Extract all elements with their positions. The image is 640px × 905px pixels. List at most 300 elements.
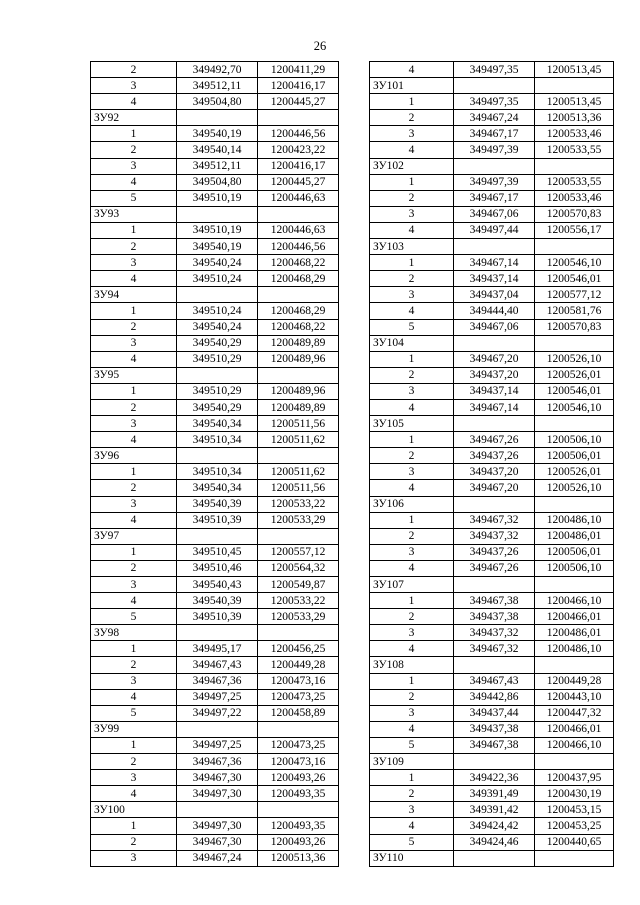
x-coordinate-cell: 349422,36 (454, 770, 535, 786)
x-coordinate-cell (454, 416, 535, 432)
x-coordinate-cell: 349540,19 (177, 239, 258, 255)
point-number-cell: 3 (91, 78, 177, 94)
point-number-cell: 2 (91, 834, 177, 850)
x-coordinate-cell: 349467,14 (454, 255, 535, 271)
x-coordinate-cell: 349492,70 (177, 62, 258, 78)
x-coordinate-cell (454, 335, 535, 351)
x-coordinate-cell: 349510,24 (177, 271, 258, 287)
y-coordinate-cell: 1200440,65 (535, 834, 614, 850)
x-coordinate-cell: 349467,43 (177, 657, 258, 673)
point-number-cell: 5 (370, 737, 454, 753)
zone-header-row (370, 850, 614, 866)
y-coordinate-cell (535, 577, 614, 593)
y-coordinate-cell: 1200466,10 (535, 593, 614, 609)
point-number-cell: 1 (91, 303, 177, 319)
x-coordinate-cell: 349467,17 (454, 190, 535, 206)
table-row (370, 689, 614, 705)
table-row (91, 78, 339, 94)
y-coordinate-cell: 1200466,01 (535, 721, 614, 737)
y-coordinate-cell: 1200506,10 (535, 432, 614, 448)
y-coordinate-cell: 1200513,36 (535, 110, 614, 126)
table-row (370, 528, 614, 544)
zone-header-row (91, 287, 339, 303)
x-coordinate-cell: 349424,42 (454, 818, 535, 834)
y-coordinate-cell: 1200473,16 (258, 673, 339, 689)
x-coordinate-cell: 349437,26 (454, 544, 535, 560)
table-row (91, 770, 339, 786)
x-coordinate-cell: 349467,20 (454, 480, 535, 496)
zone-header-row (370, 416, 614, 432)
point-number-cell: 2 (370, 689, 454, 705)
x-coordinate-cell: 349467,36 (177, 673, 258, 689)
y-coordinate-cell: 1200493,26 (258, 770, 339, 786)
point-number-cell: 1 (91, 383, 177, 399)
table-row (370, 351, 614, 367)
y-coordinate-cell: 1200445,27 (258, 174, 339, 190)
y-coordinate-cell: 1200493,35 (258, 786, 339, 802)
point-number-cell: 3 (91, 416, 177, 432)
table-row (91, 560, 339, 576)
table-row (91, 174, 339, 190)
y-coordinate-cell (535, 158, 614, 174)
y-coordinate-cell (258, 367, 339, 383)
point-number-cell: 2 (91, 142, 177, 158)
y-coordinate-cell (258, 625, 339, 641)
y-coordinate-cell: 1200468,22 (258, 255, 339, 271)
x-coordinate-cell: 349467,06 (454, 319, 535, 335)
point-number-cell: 2 (91, 399, 177, 415)
x-coordinate-cell: 349467,43 (454, 673, 535, 689)
table-row (91, 383, 339, 399)
x-coordinate-cell: 349437,04 (454, 287, 535, 303)
point-number-cell: 4 (91, 351, 177, 367)
y-coordinate-cell: 1200546,10 (535, 255, 614, 271)
y-coordinate-cell: 1200526,10 (535, 480, 614, 496)
table-row (370, 721, 614, 737)
y-coordinate-cell: 1200449,28 (258, 657, 339, 673)
y-coordinate-cell: 1200533,55 (535, 142, 614, 158)
x-coordinate-cell: 349467,26 (454, 560, 535, 576)
x-coordinate-cell (177, 287, 258, 303)
point-number-cell: 3 (370, 705, 454, 721)
y-coordinate-cell: 1200468,29 (258, 271, 339, 287)
zone-header-row (91, 802, 339, 818)
zone-header-row (370, 577, 614, 593)
y-coordinate-cell: 1200458,89 (258, 705, 339, 721)
table-row (91, 577, 339, 593)
y-coordinate-cell: 1200511,62 (258, 464, 339, 480)
y-coordinate-cell (535, 657, 614, 673)
zone-label-cell: ЗУ92 (91, 110, 177, 126)
x-coordinate-cell: 349510,24 (177, 303, 258, 319)
x-coordinate-cell: 349540,43 (177, 577, 258, 593)
zone-header-row (91, 528, 339, 544)
x-coordinate-cell (177, 206, 258, 222)
table-row (91, 512, 339, 528)
table-row (370, 126, 614, 142)
y-coordinate-cell: 1200506,01 (535, 448, 614, 464)
point-number-cell: 2 (370, 786, 454, 802)
zone-header-row (91, 110, 339, 126)
y-coordinate-cell: 1200557,12 (258, 544, 339, 560)
x-coordinate-cell: 349510,34 (177, 464, 258, 480)
y-coordinate-cell: 1200549,87 (258, 577, 339, 593)
table-row (370, 222, 614, 238)
y-coordinate-cell: 1200486,10 (535, 641, 614, 657)
point-number-cell: 1 (370, 351, 454, 367)
point-number-cell: 4 (370, 560, 454, 576)
table-row (91, 834, 339, 850)
point-number-cell: 2 (370, 110, 454, 126)
x-coordinate-cell (177, 802, 258, 818)
zone-label-cell: ЗУ109 (370, 754, 454, 770)
zone-label-cell: ЗУ95 (91, 367, 177, 383)
point-number-cell: 5 (91, 705, 177, 721)
table-row (91, 754, 339, 770)
x-coordinate-cell: 349437,38 (454, 609, 535, 625)
point-number-cell: 3 (91, 335, 177, 351)
y-coordinate-cell: 1200489,96 (258, 351, 339, 367)
y-coordinate-cell: 1200546,10 (535, 399, 614, 415)
table-row (91, 480, 339, 496)
point-number-cell: 4 (91, 271, 177, 287)
zone-label-cell: ЗУ110 (370, 850, 454, 866)
x-coordinate-cell: 349437,32 (454, 528, 535, 544)
table-row (370, 142, 614, 158)
y-coordinate-cell: 1200564,32 (258, 560, 339, 576)
table-row (91, 335, 339, 351)
point-number-cell: 1 (370, 673, 454, 689)
x-coordinate-cell (177, 448, 258, 464)
table-row (370, 399, 614, 415)
x-coordinate-cell: 349437,14 (454, 271, 535, 287)
y-coordinate-cell: 1200473,16 (258, 754, 339, 770)
y-coordinate-cell: 1200466,10 (535, 737, 614, 753)
x-coordinate-cell: 349540,24 (177, 319, 258, 335)
table-row (370, 303, 614, 319)
table-row (91, 271, 339, 287)
zone-label-cell: ЗУ101 (370, 78, 454, 94)
x-coordinate-cell: 349497,22 (177, 705, 258, 721)
table-row (370, 593, 614, 609)
point-number-cell: 1 (91, 641, 177, 657)
y-coordinate-cell: 1200446,56 (258, 126, 339, 142)
point-number-cell: 1 (370, 432, 454, 448)
y-coordinate-cell: 1200533,46 (535, 190, 614, 206)
table-row (370, 609, 614, 625)
x-coordinate-cell: 349467,17 (454, 126, 535, 142)
point-number-cell: 5 (91, 609, 177, 625)
x-coordinate-cell: 349497,25 (177, 737, 258, 753)
zone-header-row (370, 78, 614, 94)
point-number-cell: 3 (91, 770, 177, 786)
x-coordinate-cell (454, 496, 535, 512)
table-row (91, 593, 339, 609)
x-coordinate-cell (177, 110, 258, 126)
table-row (91, 657, 339, 673)
x-coordinate-cell: 349444,40 (454, 303, 535, 319)
table-row (370, 673, 614, 689)
x-coordinate-cell: 349437,32 (454, 625, 535, 641)
zone-label-cell: ЗУ103 (370, 239, 454, 255)
x-coordinate-cell: 349467,06 (454, 206, 535, 222)
point-number-cell: 1 (91, 737, 177, 753)
x-coordinate-cell (454, 239, 535, 255)
y-coordinate-cell: 1200466,01 (535, 609, 614, 625)
x-coordinate-cell: 349437,20 (454, 367, 535, 383)
y-coordinate-cell (535, 335, 614, 351)
x-coordinate-cell: 349467,14 (454, 399, 535, 415)
x-coordinate-cell: 349467,24 (454, 110, 535, 126)
y-coordinate-cell: 1200506,10 (535, 560, 614, 576)
y-coordinate-cell (258, 110, 339, 126)
x-coordinate-cell (454, 577, 535, 593)
x-coordinate-cell: 349495,17 (177, 641, 258, 657)
point-number-cell: 1 (370, 94, 454, 110)
point-number-cell: 4 (370, 62, 454, 78)
point-number-cell: 5 (370, 319, 454, 335)
table-row (91, 239, 339, 255)
x-coordinate-cell: 349467,38 (454, 593, 535, 609)
x-coordinate-cell: 349540,34 (177, 416, 258, 432)
zone-label-cell: ЗУ106 (370, 496, 454, 512)
x-coordinate-cell: 349510,45 (177, 544, 258, 560)
x-coordinate-cell (454, 657, 535, 673)
table-row (91, 319, 339, 335)
point-number-cell: 2 (370, 271, 454, 287)
y-coordinate-cell: 1200533,46 (535, 126, 614, 142)
point-number-cell: 2 (370, 609, 454, 625)
point-number-cell: 3 (91, 255, 177, 271)
y-coordinate-cell: 1200468,29 (258, 303, 339, 319)
y-coordinate-cell: 1200453,15 (535, 802, 614, 818)
point-number-cell: 1 (91, 818, 177, 834)
y-coordinate-cell (535, 496, 614, 512)
x-coordinate-cell: 349497,25 (177, 689, 258, 705)
point-number-cell: 2 (370, 448, 454, 464)
zone-label-cell: ЗУ102 (370, 158, 454, 174)
y-coordinate-cell (535, 78, 614, 94)
table-row (370, 786, 614, 802)
table-row (91, 818, 339, 834)
point-number-cell: 2 (370, 367, 454, 383)
point-number-cell: 4 (370, 303, 454, 319)
x-coordinate-cell: 349497,30 (177, 786, 258, 802)
table-row (370, 110, 614, 126)
point-number-cell: 1 (91, 464, 177, 480)
table-row (370, 432, 614, 448)
table-row (91, 303, 339, 319)
zone-header-row (91, 448, 339, 464)
point-number-cell: 4 (91, 689, 177, 705)
x-coordinate-cell: 349497,39 (454, 142, 535, 158)
y-coordinate-cell: 1200423,22 (258, 142, 339, 158)
table-row (370, 625, 614, 641)
point-number-cell: 3 (370, 464, 454, 480)
table-row (370, 190, 614, 206)
point-number-cell: 4 (370, 721, 454, 737)
point-number-cell: 4 (91, 174, 177, 190)
y-coordinate-cell (258, 802, 339, 818)
point-number-cell: 2 (91, 239, 177, 255)
y-coordinate-cell: 1200473,25 (258, 689, 339, 705)
y-coordinate-cell: 1200486,01 (535, 625, 614, 641)
table-row (91, 351, 339, 367)
zone-label-cell: ЗУ99 (91, 721, 177, 737)
x-coordinate-cell: 349540,24 (177, 255, 258, 271)
x-coordinate-cell: 349540,19 (177, 126, 258, 142)
point-number-cell: 2 (91, 560, 177, 576)
x-coordinate-cell: 349540,14 (177, 142, 258, 158)
y-coordinate-cell: 1200443,10 (535, 689, 614, 705)
table-row (91, 850, 339, 866)
x-coordinate-cell: 349437,38 (454, 721, 535, 737)
point-number-cell: 3 (370, 802, 454, 818)
table-row (370, 802, 614, 818)
table-row (370, 255, 614, 271)
y-coordinate-cell: 1200533,55 (535, 174, 614, 190)
table-row (91, 609, 339, 625)
table-row (370, 770, 614, 786)
y-coordinate-cell (535, 239, 614, 255)
y-coordinate-cell (258, 528, 339, 544)
x-coordinate-cell: 349540,29 (177, 335, 258, 351)
point-number-cell: 1 (370, 770, 454, 786)
point-number-cell: 4 (370, 142, 454, 158)
x-coordinate-cell: 349504,80 (177, 94, 258, 110)
point-number-cell: 2 (91, 657, 177, 673)
point-number-cell: 1 (91, 222, 177, 238)
y-coordinate-cell: 1200456,25 (258, 641, 339, 657)
x-coordinate-cell: 349497,35 (454, 62, 535, 78)
point-number-cell: 1 (370, 512, 454, 528)
y-coordinate-cell: 1200411,29 (258, 62, 339, 78)
table-row (370, 383, 614, 399)
zone-label-cell: ЗУ107 (370, 577, 454, 593)
x-coordinate-cell (177, 625, 258, 641)
x-coordinate-cell: 349540,39 (177, 496, 258, 512)
y-coordinate-cell (535, 850, 614, 866)
point-number-cell: 4 (91, 593, 177, 609)
point-number-cell: 2 (370, 190, 454, 206)
y-coordinate-cell: 1200493,35 (258, 818, 339, 834)
table-row (91, 158, 339, 174)
table-row (370, 464, 614, 480)
y-coordinate-cell: 1200511,56 (258, 416, 339, 432)
y-coordinate-cell: 1200449,28 (535, 673, 614, 689)
table-row (370, 319, 614, 335)
table-row (370, 62, 614, 78)
zone-header-row (370, 754, 614, 770)
x-coordinate-cell (454, 850, 535, 866)
y-coordinate-cell: 1200581,76 (535, 303, 614, 319)
table-row (370, 287, 614, 303)
y-coordinate-cell: 1200533,22 (258, 593, 339, 609)
x-coordinate-cell: 349510,19 (177, 190, 258, 206)
point-number-cell: 4 (91, 512, 177, 528)
zone-header-row (91, 206, 339, 222)
x-coordinate-cell: 349497,35 (454, 94, 535, 110)
coordinates-table-right (369, 61, 614, 867)
x-coordinate-cell: 349497,30 (177, 818, 258, 834)
x-coordinate-cell: 349504,80 (177, 174, 258, 190)
y-coordinate-cell: 1200513,36 (258, 850, 339, 866)
table-row (91, 641, 339, 657)
table-row (370, 512, 614, 528)
x-coordinate-cell (177, 367, 258, 383)
x-coordinate-cell (454, 754, 535, 770)
point-number-cell: 4 (370, 818, 454, 834)
x-coordinate-cell (454, 78, 535, 94)
table-row (370, 818, 614, 834)
table-row (370, 174, 614, 190)
table-row (370, 206, 614, 222)
table-row (91, 432, 339, 448)
table-row (370, 367, 614, 383)
x-coordinate-cell: 349510,39 (177, 512, 258, 528)
zone-label-cell: ЗУ105 (370, 416, 454, 432)
x-coordinate-cell: 349510,29 (177, 351, 258, 367)
x-coordinate-cell: 349467,20 (454, 351, 535, 367)
point-number-cell: 3 (91, 850, 177, 866)
table-row (91, 126, 339, 142)
point-number-cell: 4 (370, 399, 454, 415)
x-coordinate-cell: 349424,46 (454, 834, 535, 850)
table-row (91, 737, 339, 753)
point-number-cell: 2 (91, 754, 177, 770)
table-row (370, 94, 614, 110)
y-coordinate-cell: 1200437,95 (535, 770, 614, 786)
zone-label-cell: ЗУ97 (91, 528, 177, 544)
zone-label-cell: ЗУ98 (91, 625, 177, 641)
table-row (91, 464, 339, 480)
y-coordinate-cell: 1200489,96 (258, 383, 339, 399)
y-coordinate-cell: 1200493,26 (258, 834, 339, 850)
table-row (91, 142, 339, 158)
x-coordinate-cell: 349467,36 (177, 754, 258, 770)
point-number-cell: 3 (370, 126, 454, 142)
zone-header-row (370, 657, 614, 673)
point-number-cell: 3 (370, 206, 454, 222)
table-row (370, 834, 614, 850)
table-row (370, 448, 614, 464)
table-row (91, 705, 339, 721)
point-number-cell: 1 (370, 174, 454, 190)
y-coordinate-cell (258, 287, 339, 303)
point-number-cell: 3 (370, 287, 454, 303)
point-number-cell: 3 (91, 496, 177, 512)
x-coordinate-cell: 349437,26 (454, 448, 535, 464)
point-number-cell: 2 (91, 480, 177, 496)
zone-label-cell: ЗУ104 (370, 335, 454, 351)
table-row (91, 190, 339, 206)
x-coordinate-cell: 349467,30 (177, 770, 258, 786)
coordinates-table-left (90, 61, 339, 867)
table-row (370, 544, 614, 560)
y-coordinate-cell: 1200533,29 (258, 512, 339, 528)
point-number-cell: 3 (91, 158, 177, 174)
table-row (91, 255, 339, 271)
y-coordinate-cell: 1200546,01 (535, 271, 614, 287)
y-coordinate-cell: 1200513,45 (535, 62, 614, 78)
zone-header-row (370, 335, 614, 351)
y-coordinate-cell: 1200453,25 (535, 818, 614, 834)
point-number-cell: 2 (370, 528, 454, 544)
x-coordinate-cell: 349510,46 (177, 560, 258, 576)
table-row (91, 496, 339, 512)
table-row (370, 641, 614, 657)
point-number-cell: 4 (91, 94, 177, 110)
